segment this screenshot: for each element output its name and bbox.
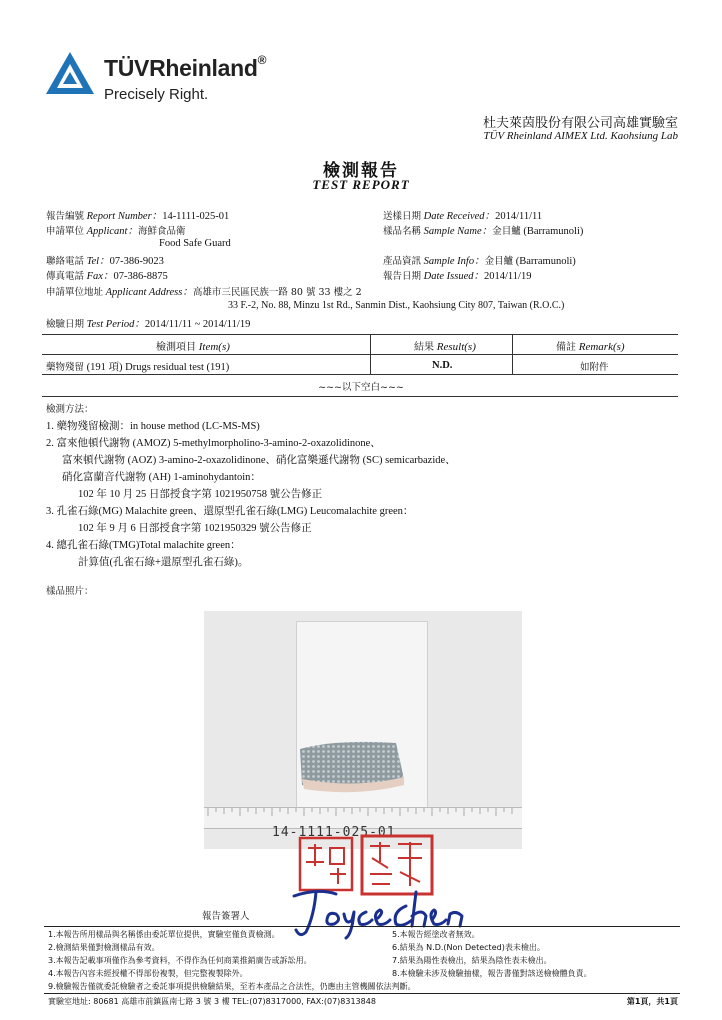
sample-code-label: 14-1111-025-01: [272, 825, 396, 840]
table-top-rule: [42, 334, 678, 335]
fish-fillet-image: [296, 739, 408, 795]
tuv-logo-icon: [44, 50, 96, 96]
footer-note: 3.本報告記載事項僅作為參考資料，不得作為任何商業推銷廣告或訴訟用。: [48, 956, 312, 965]
result-value: N.D.: [432, 360, 453, 371]
footer-note: 9.檢驗報告僅就委託檢驗者之委託事項提供檢驗結果，至若本產品之合法性，仍應由主管機關依法判斷。: [48, 982, 416, 991]
method-item: 1. 藥物殘留檢測：in house method (LC-MS-MS): [46, 421, 260, 432]
col-header-remark: 備註 Remark(s): [556, 341, 625, 353]
section-rule: [42, 396, 678, 397]
method-item: 2. 富來他頓代謝物 (AMOZ) 5-methylmorpholino-3-amino-2-oxazolidinone、: [46, 438, 381, 449]
col-header-item: 檢測項目 Item(s): [156, 341, 230, 353]
brand-name: TÜVRheinland®: [104, 53, 267, 81]
table-bottom-rule: [42, 374, 678, 375]
lab-name-cn: 杜夫萊茵股份有限公司高雄實驗室: [482, 116, 678, 131]
applicant-value-cn: 海鮮食品衛: [137, 226, 186, 237]
remark-value: 如附件: [580, 362, 609, 373]
page-number: 第1頁，共1頁: [626, 997, 678, 1006]
method-item: 硝化富蘭音代謝物 (AH) 1-aminohydantoin：: [62, 472, 261, 483]
applicant-row: 申請單位 Applicant：海鮮食品衛: [46, 226, 186, 237]
address-row: 申請單位地址 Applicant Address：高雄市三民區民族一路 80 號 33 樓之 2: [46, 287, 362, 298]
footer-note: 2.檢測結果僅對檢測樣品有效。: [48, 943, 160, 952]
footer-top-rule: [44, 926, 680, 927]
sample-photo: [204, 611, 522, 849]
brand-tagline: Precisely Right.: [104, 86, 209, 103]
footer-bottom-rule: [44, 993, 680, 994]
sample-info-row: 產品資訊 Sample Info：金目鱸 (Barramunoli): [383, 256, 576, 267]
method-item: 富來頓代謝物 (AOZ) 3-amino-2-oxazolidinone、硝化富樂遜代謝物 (SC) semicarbazide、: [62, 455, 456, 466]
footer-note: 4.本報告內容未經授權不得部份複製，但完整複製除外。: [48, 969, 248, 978]
ruler-ticks: [204, 808, 522, 818]
table-divider-1: [370, 334, 371, 374]
report-title-cn: 檢測報告: [323, 161, 399, 181]
blank-line-marker: ~~~以下空白~~~: [318, 382, 404, 393]
footer-note: 1.本報告所用樣品與名稱係由委託單位提供，實驗室僅負責檢測。: [48, 930, 280, 939]
address-value-en: 33 F.-2, No. 88, Minzu 1st Rd., Sanmin Dist., Kaohsiung City 807, Taiwan (R.O.C.): [228, 300, 565, 311]
footer-note: 8.本檢驗未涉及檢驗抽樣，報告書僅對該送檢檢體負責。: [392, 969, 592, 978]
methods-heading: 檢測方法：: [46, 404, 94, 415]
footer-note: 5.本報告經塗改者無效。: [392, 930, 480, 939]
date-issued-row: 報告日期 Date Issued：2014/11/19: [383, 271, 532, 282]
report-title-en: TEST REPORT: [312, 177, 410, 192]
photo-label: 樣品照片：: [46, 586, 94, 597]
fax-row: 傳真電話 Fax：07-386-8875: [46, 271, 168, 282]
method-item: 4. 總孔雀石綠(TMG)Total malachite green：: [46, 540, 241, 551]
lab-address: 實驗室地址: 80681 高雄市前鎮區南七路 3 號 3 樓 TEL:(07)8317000, FAX:(07)8313848: [48, 997, 376, 1006]
signatory-label: 報告簽署人: [202, 911, 250, 922]
method-item: 計算值(孔雀石綠+還原型孔雀石綠)。: [78, 557, 249, 568]
method-item: 102 年 9 月 6 日部授食字第 1021950329 號公告修正: [78, 523, 312, 534]
footer-note: 6.結果為 N.D.(Non Detected)表未檢出。: [392, 943, 545, 952]
sample-name-row: 樣品名稱 Sample Name：金目鱸 (Barramunoli): [383, 226, 584, 237]
applicant-value-en: Food Safe Guard: [159, 238, 231, 249]
method-item: 102 年 10 月 25 日部授食字第 1021950758 號公告修正: [78, 489, 323, 500]
col-header-result: 結果 Result(s): [414, 341, 476, 353]
report-number-value: 14-1111-025-01: [162, 211, 230, 222]
date-received-row: 送樣日期 Date Received：2014/11/11: [383, 211, 543, 222]
report-number-row: 報告編號 Report Number：14-1111-025-01: [46, 211, 230, 222]
table-row: 藥物殘留 (191 項) Drugs residual test (191): [46, 362, 230, 373]
lab-name-en: TÜV Rheinland AIMEX Ltd. Kaohsiung Lab: [483, 130, 678, 142]
table-divider-2: [512, 334, 513, 374]
footer-note: 7.結果為陽性表檢出，結果為陰性表未檢出。: [392, 956, 552, 965]
tel-row: 聯絡電話 Tel：07-386-9023: [46, 256, 164, 267]
method-item: 3. 孔雀石綠(MG) Malachite green、還原型孔雀石綠(LMG) Leucomalachite green：: [46, 506, 414, 517]
table-header-rule: [42, 354, 678, 355]
test-period-row: 檢驗日期 Test Period：2014/11/11 ~ 2014/11/19: [46, 319, 251, 330]
